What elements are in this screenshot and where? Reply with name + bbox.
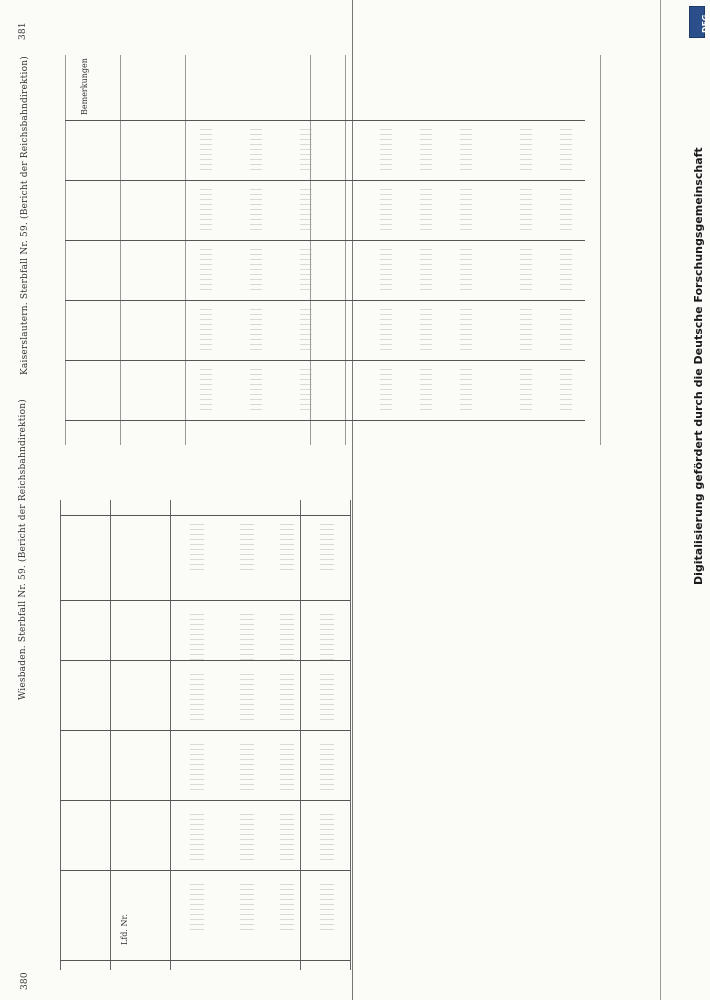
table-rule [65,55,66,445]
table-rule [345,55,346,445]
illegible-cell [560,365,572,410]
illegible-cell [520,305,532,350]
illegible-cell [200,365,212,410]
illegible-cell [190,670,204,720]
table-rule [170,500,171,970]
illegible-cell [280,810,294,860]
illegible-cell [560,125,572,170]
page-divider [352,0,353,1000]
illegible-cell [240,520,254,570]
table-rule [600,55,601,445]
remarks-column-header: Bemerkungen [80,58,89,115]
illegible-cell [300,365,312,410]
table-rule [65,300,585,301]
table-rule [60,515,350,516]
illegible-cell [520,365,532,410]
illegible-cell [240,610,254,660]
table-rule [60,960,350,961]
illegible-cell [190,810,204,860]
table-rule [60,660,350,661]
table-rule [185,55,186,445]
illegible-cell [460,185,472,230]
table-rule [60,730,350,731]
left-page-number: 380 [20,972,30,990]
illegible-cell [200,305,212,350]
illegible-cell [420,185,432,230]
illegible-cell [280,880,294,930]
illegible-cell [240,880,254,930]
dfg-logo [689,6,710,38]
illegible-cell [200,185,212,230]
table-rule [60,870,350,871]
illegible-cell [520,185,532,230]
illegible-cell [520,245,532,290]
illegible-cell [200,125,212,170]
illegible-cell [420,365,432,410]
illegible-cell [460,365,472,410]
table-rule [65,420,585,421]
illegible-cell [280,740,294,790]
illegible-cell [300,185,312,230]
illegible-cell [560,185,572,230]
illegible-cell [280,610,294,660]
illegible-cell [320,740,334,790]
illegible-cell [320,610,334,660]
illegible-cell [250,305,262,350]
illegible-cell [380,185,392,230]
illegible-cell [280,520,294,570]
left-page-title: Wiesbaden. Sterbfall Nr. 59. (Bericht der Reichsbahndirektion) [18,399,28,700]
illegible-cell [320,520,334,570]
illegible-cell [250,185,262,230]
dfg-logo-text: DFG [701,14,710,33]
illegible-cell [460,305,472,350]
table-rule [65,240,585,241]
illegible-cell [380,125,392,170]
illegible-cell [240,810,254,860]
illegible-cell [380,245,392,290]
illegible-cell [250,365,262,410]
illegible-cell [190,520,204,570]
illegible-cell [320,810,334,860]
left-column-header: Lfd. Nr. [120,914,129,945]
illegible-cell [420,305,432,350]
illegible-cell [420,245,432,290]
right-page-number: 381 [18,22,28,40]
illegible-cell [300,245,312,290]
illegible-cell [200,245,212,290]
illegible-cell [190,880,204,930]
illegible-cell [380,365,392,410]
illegible-cell [560,245,572,290]
table-rule [65,180,585,181]
illegible-cell [190,610,204,660]
illegible-cell [250,245,262,290]
illegible-cell [240,670,254,720]
illegible-cell [190,740,204,790]
illegible-cell [460,245,472,290]
illegible-cell [240,740,254,790]
right-margin-rule [660,0,661,1000]
illegible-cell [520,125,532,170]
illegible-cell [460,125,472,170]
right-page-title: Kaiserslautern. Sterbfall Nr. 59. (Bericht der Reichsbahndirektion) [20,56,30,375]
illegible-cell [280,670,294,720]
table-rule [60,800,350,801]
table-rule [120,55,121,445]
table-rule [60,500,61,970]
illegible-cell [300,125,312,170]
table-rule [350,500,351,970]
illegible-cell [250,125,262,170]
table-rule [65,120,585,121]
table-rule [60,600,350,601]
table-rule [110,500,111,970]
illegible-cell [420,125,432,170]
table-rule [300,500,301,970]
illegible-cell [560,305,572,350]
illegible-cell [300,305,312,350]
illegible-cell [320,880,334,930]
illegible-cell [320,670,334,720]
table-rule [65,360,585,361]
digitization-note: Digitalisierung gefördert durch die Deutsche Forschungsgemeinschaft [692,147,705,585]
illegible-cell [380,305,392,350]
